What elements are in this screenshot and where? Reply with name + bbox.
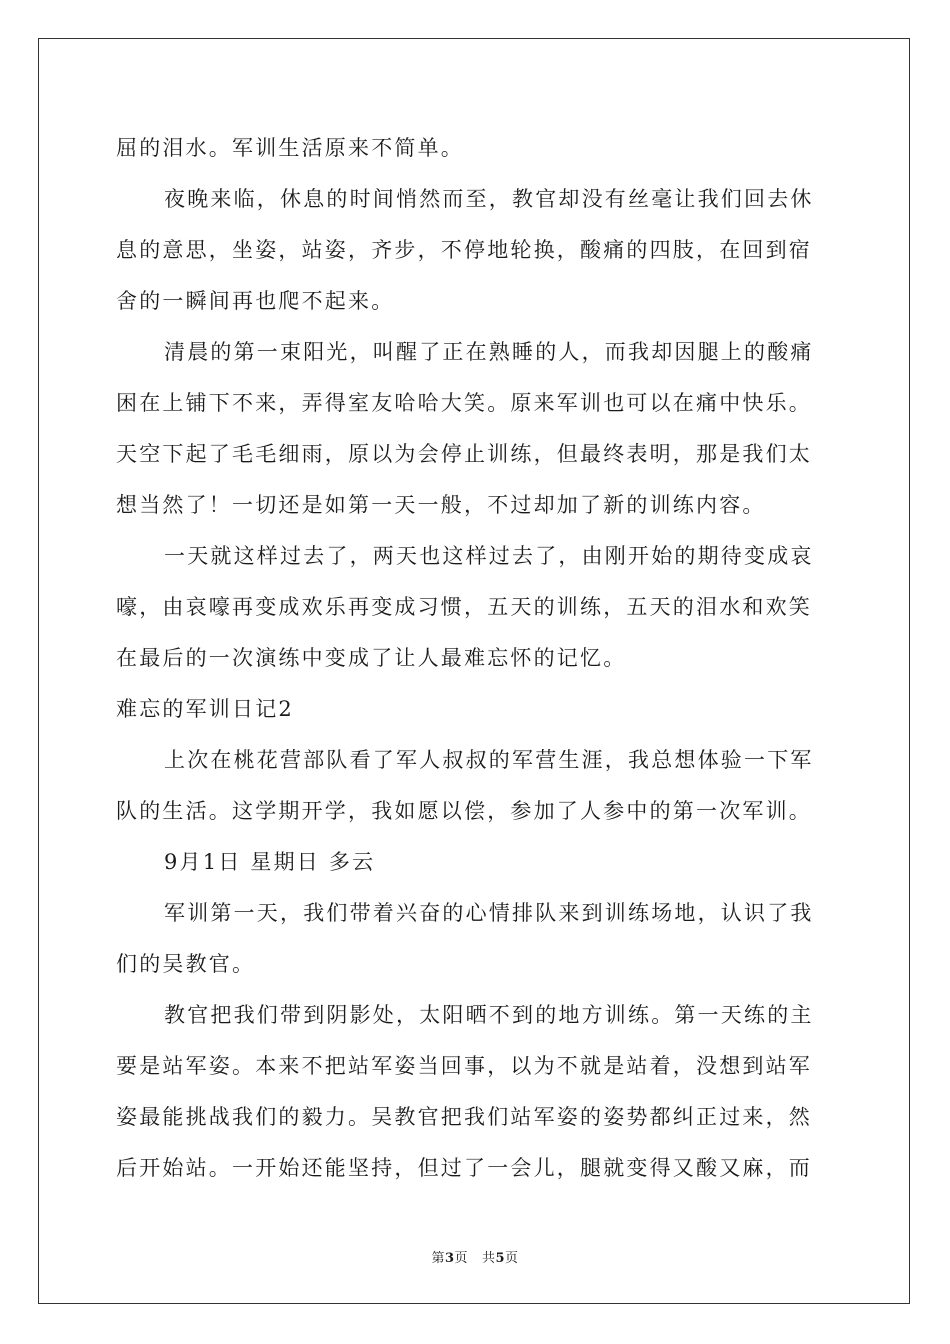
document-body — [116, 128, 836, 1199]
footer-total-suffix: 页 — [505, 1251, 519, 1266]
footer-total-prefix: 共 — [481, 1251, 496, 1266]
footer-page-prefix: 第 — [431, 1251, 445, 1266]
text-line: 们的吴教官。 — [116, 952, 256, 976]
text-line: 队的生活。这学期开学，我如愿以偿，参加了人参中的第一次军训。 — [116, 799, 812, 823]
text-line: 想当然了！一切还是如第一天一般，不过却加了新的训练内容。 — [116, 493, 766, 517]
diary-date-line: 9月1日 星期日 多云 — [164, 850, 376, 874]
text-line: 夜晚来临，休息的时间悄然而至，教官却没有丝毫让我们回去休 — [164, 187, 814, 211]
text-line: 息的意思，坐姿，站姿，齐步，不停地轮换，酸痛的四肢，在回到宿 — [116, 238, 812, 262]
text-line: 一天就这样过去了，两天也这样过去了，由刚开始的期待变成哀 — [164, 544, 814, 568]
text-line: 舍的一瞬间再也爬不起来。 — [116, 289, 395, 313]
text-line: 清晨的第一束阳光，叫醒了正在熟睡的人，而我却因腿上的酸痛 — [164, 340, 814, 364]
text-line: 要是站军姿。本来不把站军姿当回事，以为不就是站着，没想到站军 — [116, 1054, 812, 1078]
footer-page-number: 3 — [444, 1251, 455, 1266]
text-line: 姿最能挑战我们的毅力。吴教官把我们站军姿的姿势都纠正过来，然 — [116, 1105, 812, 1129]
page-footer — [0, 1247, 950, 1266]
text-line: 屈的泪水。军训生活原来不简单。 — [116, 136, 464, 160]
text-line: 教官把我们带到阴影处，太阳晒不到的地方训练。第一天练的主 — [164, 1003, 814, 1027]
text-line: 上次在桃花营部队看了军人叔叔的军营生涯，我总想体验一下军 — [164, 748, 814, 772]
footer-page-suffix: 页 — [454, 1251, 469, 1266]
text-line: 后开始站。一开始还能坚持，但过了一会儿，腿就变得又酸又麻，而 — [116, 1156, 812, 1180]
text-line: 军训第一天，我们带着兴奋的心情排队来到训练场地，认识了我 — [164, 901, 814, 925]
text-line: 在最后的一次演练中变成了让人最难忘怀的记忆。 — [116, 646, 627, 670]
text-line: 嚎，由哀嚎再变成欢乐再变成习惯，五天的训练，五天的泪水和欢笑 — [116, 595, 812, 619]
footer-total-pages: 5 — [495, 1251, 506, 1266]
text-line: 天空下起了毛毛细雨，原以为会停止训练，但最终表明，那是我们太 — [116, 442, 812, 466]
section-heading: 难忘的军训日记2 — [116, 697, 294, 721]
text-line: 困在上铺下不来，弄得室友哈哈大笑。原来军训也可以在痛中快乐。 — [116, 391, 812, 415]
